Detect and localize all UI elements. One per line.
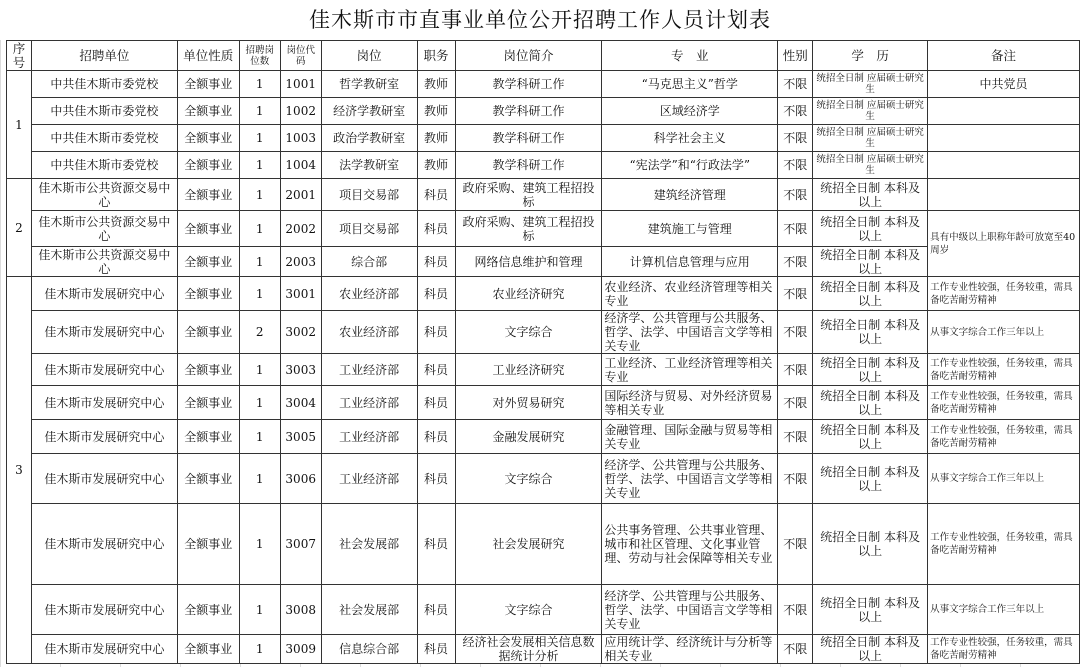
gender-cell: 不限 xyxy=(778,71,813,98)
post-cell: 综合部 xyxy=(321,247,417,277)
count-cell: 1 xyxy=(239,125,280,152)
nature-cell: 全额事业 xyxy=(177,247,239,277)
header-intro: 岗位简介 xyxy=(455,41,602,71)
major-cell: 经济学、公共管理与公共服务、哲学、法学、中国语言文学等相关专业 xyxy=(602,585,778,635)
intro-cell: 教学科研工作 xyxy=(455,125,602,152)
nature-cell: 全额事业 xyxy=(177,454,239,504)
unit-cell: 佳木斯市发展研究中心 xyxy=(31,454,177,504)
header-count: 招聘岗位数 xyxy=(239,41,280,71)
gender-cell: 不限 xyxy=(778,454,813,504)
table-row xyxy=(7,504,1080,585)
note-cell: 工作专业性较强，任务较重，需具备吃苦耐劳精神 xyxy=(928,354,1080,386)
duty-cell: 科员 xyxy=(417,211,455,247)
post-cell: 工业经济部 xyxy=(321,354,417,386)
unit-cell: 佳木斯市发展研究中心 xyxy=(31,311,177,354)
code-cell: 3007 xyxy=(280,504,321,585)
note-cell: 具有中级以上职称年龄可放宽至40周岁 xyxy=(928,211,1080,277)
gender-cell: 不限 xyxy=(778,152,813,179)
duty-cell: 科员 xyxy=(417,504,455,585)
note-cell: 工作专业性较强，任务较重，需具备吃苦耐劳精神 xyxy=(928,420,1080,454)
nature-cell: 全额事业 xyxy=(177,386,239,420)
count-cell: 1 xyxy=(239,635,280,664)
note-cell: 工作专业性较强，任务较重，需具备吃苦耐劳精神 xyxy=(928,386,1080,420)
nature-cell: 全额事业 xyxy=(177,211,239,247)
education-cell: 统招全日制 本科及以上 xyxy=(813,635,928,664)
gender-cell: 不限 xyxy=(778,125,813,152)
unit-cell: 佳木斯市发展研究中心 xyxy=(31,420,177,454)
table-row xyxy=(7,386,1080,420)
count-cell: 1 xyxy=(239,504,280,585)
gender-cell: 不限 xyxy=(778,386,813,420)
education-cell: 统招全日制 本科及以上 xyxy=(813,179,928,211)
nature-cell: 全额事业 xyxy=(177,585,239,635)
unit-cell: 佳木斯市发展研究中心 xyxy=(31,354,177,386)
table-row xyxy=(7,311,1080,354)
note-cell: 工作专业性较强，任务较重，需具备吃苦耐劳精神 xyxy=(928,277,1080,311)
intro-cell: 网络信息维护和管理 xyxy=(455,247,602,277)
table-body xyxy=(7,71,1080,664)
table-row xyxy=(7,247,1080,277)
duty-cell: 科员 xyxy=(417,635,455,664)
major-cell: 计算机信息管理与应用 xyxy=(602,247,778,277)
post-cell: 项目交易部 xyxy=(321,211,417,247)
post-cell: 法学教研室 xyxy=(321,152,417,179)
table-row xyxy=(7,71,1080,98)
count-cell: 1 xyxy=(239,71,280,98)
code-cell: 3003 xyxy=(280,354,321,386)
intro-cell: 社会发展研究 xyxy=(455,504,602,585)
major-cell: “马克思主义”哲学 xyxy=(602,71,778,98)
education-cell: 统招全日制 本科及以上 xyxy=(813,420,928,454)
unit-cell: 中共佳木斯市委党校 xyxy=(31,125,177,152)
header-nature: 单位性质 xyxy=(177,41,239,71)
unit-cell: 佳木斯市发展研究中心 xyxy=(31,386,177,420)
post-cell: 信息综合部 xyxy=(321,635,417,664)
duty-cell: 科员 xyxy=(417,420,455,454)
gender-cell: 不限 xyxy=(778,277,813,311)
table-row xyxy=(7,354,1080,386)
table-row xyxy=(7,585,1080,635)
page-title: 佳木斯市市直事业单位公开招聘工作人员计划表 xyxy=(0,0,1080,40)
education-cell: 统招全日制 本科及以上 xyxy=(813,454,928,504)
code-cell: 3004 xyxy=(280,386,321,420)
header-unit: 招聘单位 xyxy=(31,41,177,71)
education-cell: 统招全日制 本科及以上 xyxy=(813,247,928,277)
code-cell: 1004 xyxy=(280,152,321,179)
post-cell: 政治学教研室 xyxy=(321,125,417,152)
gender-cell: 不限 xyxy=(778,247,813,277)
major-cell: 建筑施工与管理 xyxy=(602,211,778,247)
unit-cell: 中共佳木斯市委党校 xyxy=(31,98,177,125)
education-cell: 统招全日制 应届硕士研究生 xyxy=(813,71,928,98)
education-cell: 统招全日制 应届硕士研究生 xyxy=(813,152,928,179)
gender-cell: 不限 xyxy=(778,179,813,211)
note-cell: 工作专业性较强，任务较重，需具备吃苦耐劳精神 xyxy=(928,635,1080,664)
education-cell: 统招全日制 本科及以上 xyxy=(813,504,928,585)
nature-cell: 全额事业 xyxy=(177,125,239,152)
major-cell: 区域经济学 xyxy=(602,98,778,125)
unit-cell: 佳木斯市发展研究中心 xyxy=(31,635,177,664)
duty-cell: 教师 xyxy=(417,71,455,98)
unit-cell: 中共佳木斯市委党校 xyxy=(31,71,177,98)
intro-cell: 教学科研工作 xyxy=(455,98,602,125)
major-cell: 经济学、公共管理与公共服务、哲学、法学、中国语言文学等相关专业 xyxy=(602,454,778,504)
note-cell: 从事文字综合工作三年以上 xyxy=(928,311,1080,354)
note-cell: 工作专业性较强，任务较重，需具备吃苦耐劳精神 xyxy=(928,504,1080,585)
intro-cell: 经济社会发展相关信息数据统计分析 xyxy=(455,635,602,664)
major-cell: 公共事务管理、公共事业管理、城市和社区管理、文化事业管理、劳动与社会保障等相关专业 xyxy=(602,504,778,585)
major-cell: “宪法学”和“行政法学” xyxy=(602,152,778,179)
group-seq-cell: 2 xyxy=(7,179,32,277)
education-cell: 统招全日制 应届硕士研究生 xyxy=(813,98,928,125)
post-cell: 工业经济部 xyxy=(321,386,417,420)
education-cell: 统招全日制 本科及以上 xyxy=(813,585,928,635)
post-cell: 农业经济部 xyxy=(321,277,417,311)
duty-cell: 科员 xyxy=(417,354,455,386)
duty-cell: 科员 xyxy=(417,386,455,420)
intro-cell: 文字综合 xyxy=(455,454,602,504)
count-cell: 1 xyxy=(239,277,280,311)
major-cell: 经济学、公共管理与公共服务、哲学、法学、中国语言文学等相关专业 xyxy=(602,311,778,354)
duty-cell: 科员 xyxy=(417,277,455,311)
major-cell: 金融管理、国际金融与贸易等相关专业 xyxy=(602,420,778,454)
post-cell: 经济学教研室 xyxy=(321,98,417,125)
note-cell: 从事文字综合工作三年以上 xyxy=(928,585,1080,635)
group-seq-cell: 3 xyxy=(7,277,32,664)
gender-cell: 不限 xyxy=(778,420,813,454)
gender-cell: 不限 xyxy=(778,635,813,664)
recruitment-plan-table xyxy=(6,40,1080,664)
header-seq: 序号 xyxy=(7,41,32,71)
table-row xyxy=(7,211,1080,247)
note-cell: 中共党员 xyxy=(928,71,1080,98)
post-cell: 工业经济部 xyxy=(321,454,417,504)
note-cell xyxy=(928,98,1080,125)
major-cell: 国际经济与贸易、对外经济贸易等相关专业 xyxy=(602,386,778,420)
duty-cell: 科员 xyxy=(417,311,455,354)
duty-cell: 科员 xyxy=(417,179,455,211)
intro-cell: 工业经济研究 xyxy=(455,354,602,386)
code-cell: 3006 xyxy=(280,454,321,504)
gender-cell: 不限 xyxy=(778,311,813,354)
code-cell: 3002 xyxy=(280,311,321,354)
count-cell: 1 xyxy=(239,179,280,211)
code-cell: 1002 xyxy=(280,98,321,125)
nature-cell: 全额事业 xyxy=(177,152,239,179)
code-cell: 1001 xyxy=(280,71,321,98)
intro-cell: 金融发展研究 xyxy=(455,420,602,454)
gender-cell: 不限 xyxy=(778,585,813,635)
table-row xyxy=(7,179,1080,211)
intro-cell: 对外贸易研究 xyxy=(455,386,602,420)
nature-cell: 全额事业 xyxy=(177,311,239,354)
intro-cell: 政府采购、建筑工程招投标 xyxy=(455,179,602,211)
code-cell: 1003 xyxy=(280,125,321,152)
unit-cell: 佳木斯市公共资源交易中心 xyxy=(31,179,177,211)
note-cell: 从事文字综合工作三年以上 xyxy=(928,454,1080,504)
count-cell: 1 xyxy=(239,152,280,179)
count-cell: 1 xyxy=(239,247,280,277)
count-cell: 1 xyxy=(239,454,280,504)
nature-cell: 全额事业 xyxy=(177,71,239,98)
post-cell: 哲学教研室 xyxy=(321,71,417,98)
duty-cell: 教师 xyxy=(417,98,455,125)
count-cell: 1 xyxy=(239,585,280,635)
group-seq-cell: 1 xyxy=(7,71,32,179)
education-cell: 统招全日制 本科及以上 xyxy=(813,211,928,247)
header-major: 专 业 xyxy=(602,41,778,71)
duty-cell: 科员 xyxy=(417,247,455,277)
gender-cell: 不限 xyxy=(778,354,813,386)
nature-cell: 全额事业 xyxy=(177,98,239,125)
gender-cell: 不限 xyxy=(778,98,813,125)
note-cell xyxy=(928,125,1080,152)
education-cell: 统招全日制 本科及以上 xyxy=(813,277,928,311)
nature-cell: 全额事业 xyxy=(177,635,239,664)
count-cell: 1 xyxy=(239,420,280,454)
post-cell: 项目交易部 xyxy=(321,179,417,211)
major-cell: 工业经济、工业经济管理等相关专业 xyxy=(602,354,778,386)
code-cell: 3009 xyxy=(280,635,321,664)
education-cell: 统招全日制 本科及以上 xyxy=(813,354,928,386)
unit-cell: 佳木斯市公共资源交易中心 xyxy=(31,247,177,277)
table-row xyxy=(7,635,1080,664)
post-cell: 社会发展部 xyxy=(321,585,417,635)
table-row xyxy=(7,454,1080,504)
count-cell: 1 xyxy=(239,211,280,247)
education-cell: 统招全日制 本科及以上 xyxy=(813,311,928,354)
note-cell xyxy=(928,152,1080,179)
header-code: 岗位代码 xyxy=(280,41,321,71)
gender-cell: 不限 xyxy=(778,504,813,585)
header-edu: 学 历 xyxy=(813,41,928,71)
intro-cell: 教学科研工作 xyxy=(455,152,602,179)
major-cell: 农业经济、农业经济管理等相关专业 xyxy=(602,277,778,311)
nature-cell: 全额事业 xyxy=(177,277,239,311)
code-cell: 3008 xyxy=(280,585,321,635)
header-gender: 性别 xyxy=(778,41,813,71)
count-cell: 1 xyxy=(239,386,280,420)
code-cell: 2001 xyxy=(280,179,321,211)
table-row xyxy=(7,125,1080,152)
table-row xyxy=(7,152,1080,179)
major-cell: 应用统计学、经济统计与分析等相关专业 xyxy=(602,635,778,664)
unit-cell: 佳木斯市发展研究中心 xyxy=(31,277,177,311)
intro-cell: 农业经济研究 xyxy=(455,277,602,311)
nature-cell: 全额事业 xyxy=(177,179,239,211)
nature-cell: 全额事业 xyxy=(177,420,239,454)
post-cell: 农业经济部 xyxy=(321,311,417,354)
header-post: 岗位 xyxy=(321,41,417,71)
post-cell: 社会发展部 xyxy=(321,504,417,585)
intro-cell: 政府采购、建筑工程招投标 xyxy=(455,211,602,247)
code-cell: 3001 xyxy=(280,277,321,311)
table-row xyxy=(7,420,1080,454)
duty-cell: 教师 xyxy=(417,152,455,179)
code-cell: 3005 xyxy=(280,420,321,454)
table-row xyxy=(7,98,1080,125)
intro-cell: 教学科研工作 xyxy=(455,71,602,98)
duty-cell: 科员 xyxy=(417,585,455,635)
count-cell: 1 xyxy=(239,98,280,125)
header-duty: 职务 xyxy=(417,41,455,71)
post-cell: 工业经济部 xyxy=(321,420,417,454)
nature-cell: 全额事业 xyxy=(177,354,239,386)
major-cell: 建筑经济管理 xyxy=(602,179,778,211)
header-note: 备注 xyxy=(928,41,1080,71)
duty-cell: 教师 xyxy=(417,125,455,152)
code-cell: 2002 xyxy=(280,211,321,247)
intro-cell: 文字综合 xyxy=(455,585,602,635)
unit-cell: 佳木斯市发展研究中心 xyxy=(31,504,177,585)
intro-cell: 文字综合 xyxy=(455,311,602,354)
duty-cell: 科员 xyxy=(417,454,455,504)
education-cell: 统招全日制 应届硕士研究生 xyxy=(813,125,928,152)
unit-cell: 中共佳木斯市委党校 xyxy=(31,152,177,179)
education-cell: 统招全日制 本科及以上 xyxy=(813,386,928,420)
unit-cell: 佳木斯市发展研究中心 xyxy=(31,585,177,635)
count-cell: 2 xyxy=(239,311,280,354)
header-row xyxy=(7,41,1080,71)
count-cell: 1 xyxy=(239,354,280,386)
nature-cell: 全额事业 xyxy=(177,504,239,585)
code-cell: 2003 xyxy=(280,247,321,277)
table-row xyxy=(7,277,1080,311)
unit-cell: 佳木斯市公共资源交易中心 xyxy=(31,211,177,247)
note-cell xyxy=(928,179,1080,211)
major-cell: 科学社会主义 xyxy=(602,125,778,152)
gender-cell: 不限 xyxy=(778,211,813,247)
